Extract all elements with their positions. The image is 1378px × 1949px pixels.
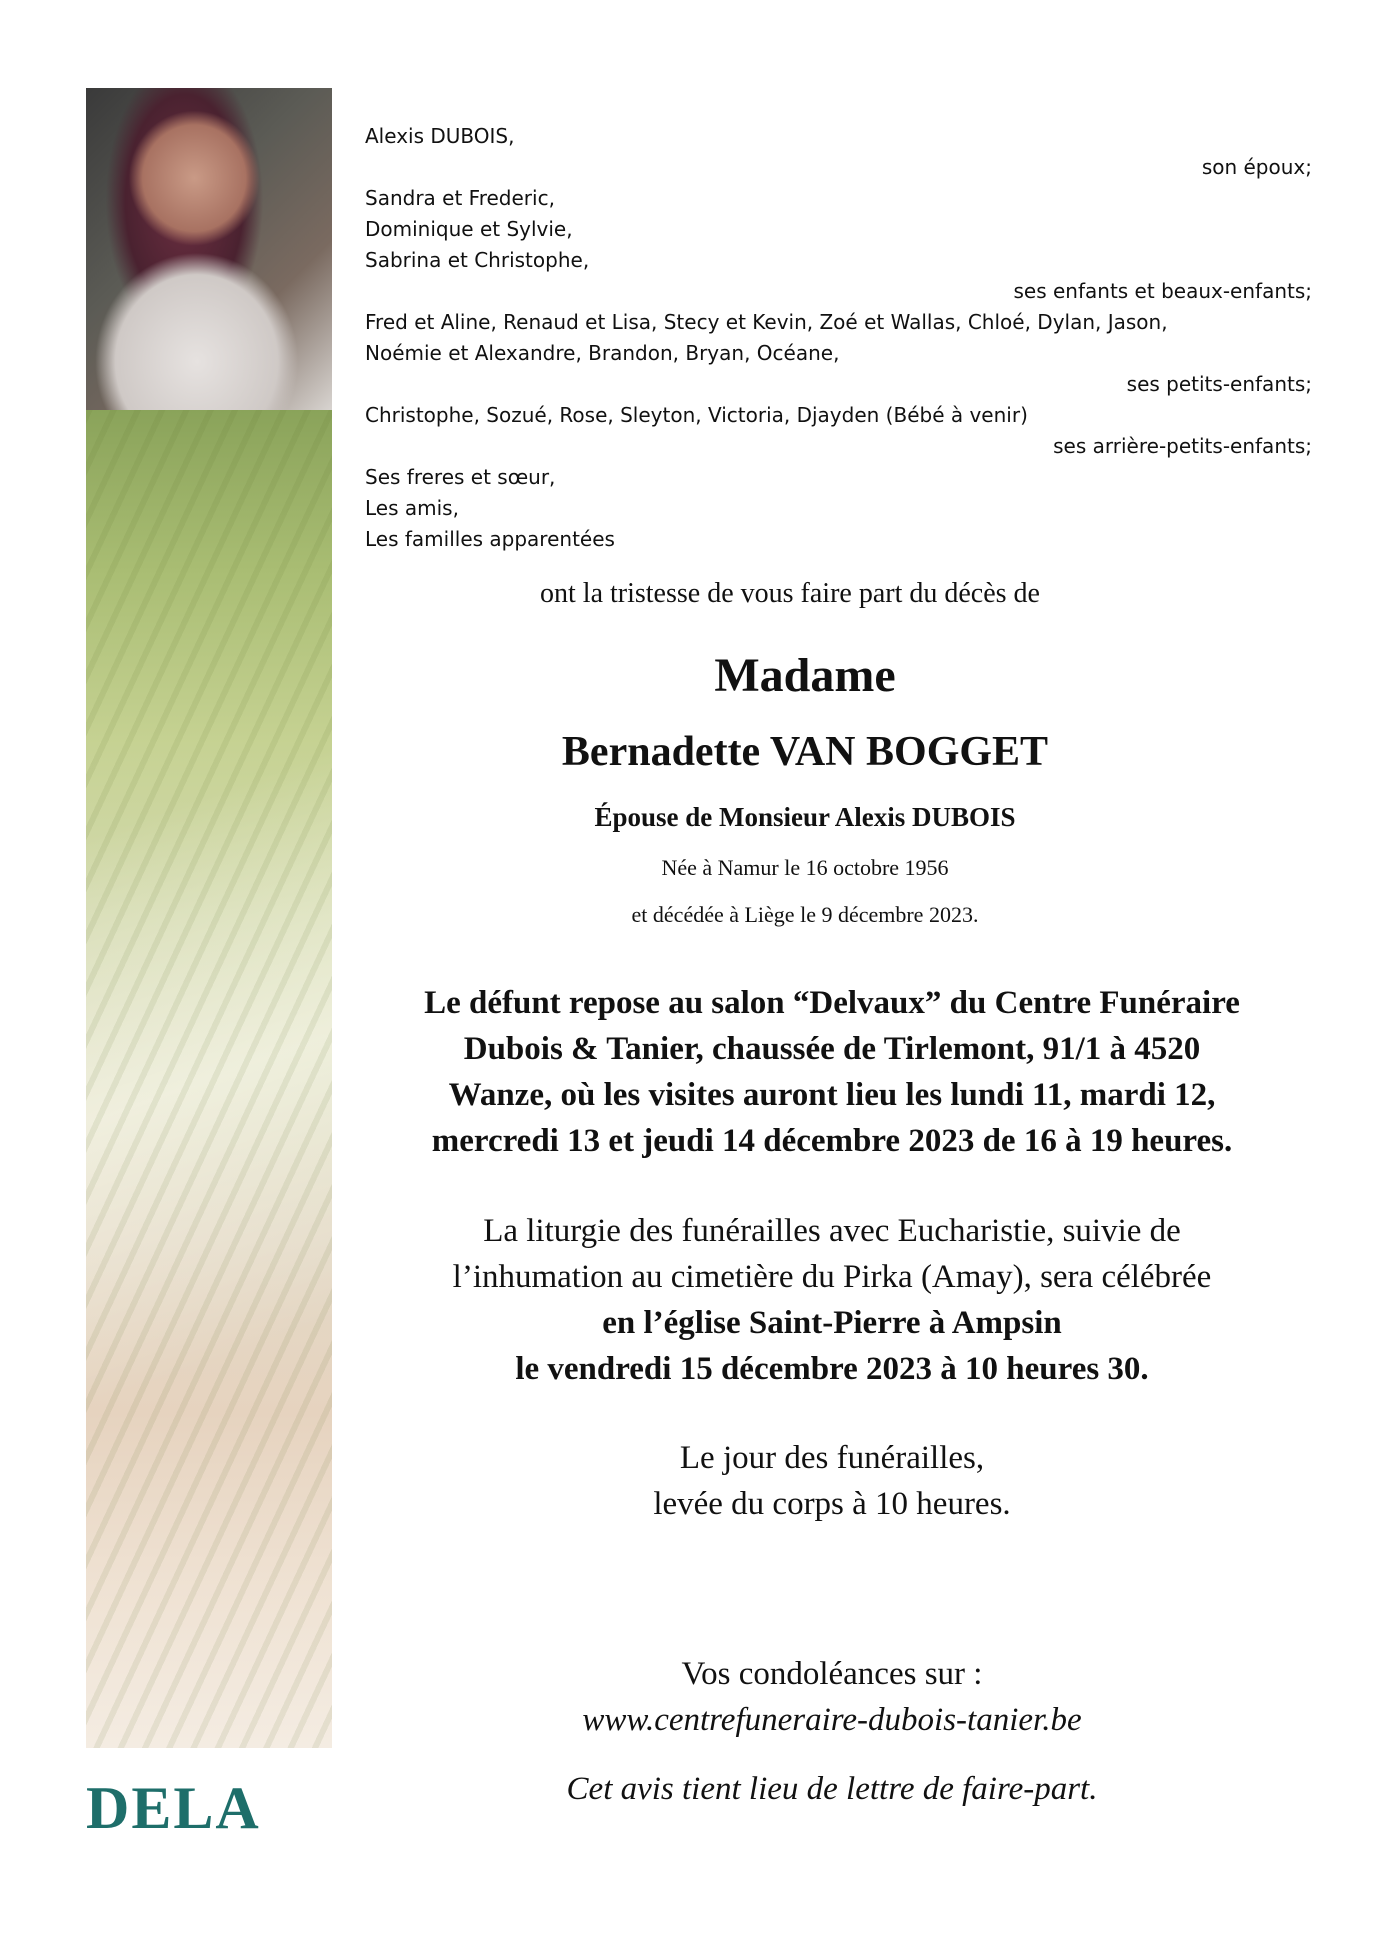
grandchildren-role: ses petits-enfants;: [1126, 372, 1312, 396]
condolences-label: Vos condoléances sur :: [681, 1656, 983, 1692]
visitation-line: mercredi 13 et jeudi 14 décembre 2023 de 16 à 19 heures.: [431, 1123, 1233, 1159]
great-grandchildren-line: Christophe, Sozué, Rose, Sleyton, Victoria, Djayden (Bébé à venir): [365, 403, 1028, 427]
family-child: Sabrina et Christophe,: [365, 248, 590, 272]
others-line: Les amis,: [365, 496, 459, 520]
faire-part-note: Cet avis tient lieu de lettre de faire-part.: [566, 1771, 1098, 1807]
dela-logo-text: DELA: [86, 1776, 261, 1836]
funeral-day-line: levée du corps à 10 heures.: [653, 1486, 1011, 1522]
liturgy-line: l’inhumation au cimetière du Pirka (Amay), sera célébrée: [452, 1259, 1212, 1295]
grandchildren-line: Noémie et Alexandre, Brandon, Bryan, Océane,: [365, 341, 840, 365]
liturgy-date: le vendredi 15 décembre 2023 à 10 heures 30.: [515, 1351, 1149, 1387]
others-line: Les familles apparentées: [365, 527, 615, 551]
children-role: ses enfants et beaux-enfants;: [1013, 279, 1312, 303]
grandchildren-line: Fred et Aline, Renaud et Lisa, Stecy et Kevin, Zoé et Wallas, Chloé, Dylan, Jason,: [365, 310, 1168, 334]
decorative-sidebar: [86, 88, 332, 1748]
visitation-line: Le défunt repose au salon “Delvaux” du Centre Funéraire: [424, 985, 1240, 1021]
spouse-name: Alexis DUBOIS,: [365, 124, 515, 148]
spouse-role: son époux;: [1201, 155, 1312, 179]
portrait-photo: [86, 88, 332, 410]
visitation-line: Dubois & Tanier, chaussée de Tirlemont, 91/1 à 4520: [463, 1031, 1201, 1067]
family-child: Sandra et Frederic,: [365, 186, 555, 210]
announcement-intro: ont la tristesse de vous faire part du décès de: [540, 578, 1040, 609]
visitation-line: Wanze, où les visites auront lieu les lundi 11, mardi 12,: [448, 1077, 1216, 1113]
spouse-line: Épouse de Monsieur Alexis DUBOIS: [594, 802, 1016, 832]
funeral-day-line: Le jour des funérailles,: [679, 1440, 985, 1476]
others-line: Ses freres et sœur,: [365, 465, 556, 489]
deceased-title: Madame: [714, 649, 896, 702]
dela-logo: [86, 1776, 316, 1836]
liturgy-church: en l’église Saint-Pierre à Ampsin: [602, 1305, 1062, 1341]
death-line: et décédée à Liège le 9 décembre 2023.: [631, 902, 979, 927]
deceased-name: Bernadette VAN BOGGET: [561, 729, 1049, 775]
liturgy-line: La liturgie des funérailles avec Eucharistie, suivie de: [483, 1213, 1181, 1249]
family-child: Dominique et Sylvie,: [365, 217, 573, 241]
forest-path-image: [86, 410, 332, 1748]
condolences-url[interactable]: www.centrefuneraire-dubois-tanier.be: [582, 1702, 1082, 1738]
birth-line: Née à Namur le 16 octobre 1956: [661, 855, 949, 880]
great-grandchildren-role: ses arrière-petits-enfants;: [1053, 434, 1312, 458]
